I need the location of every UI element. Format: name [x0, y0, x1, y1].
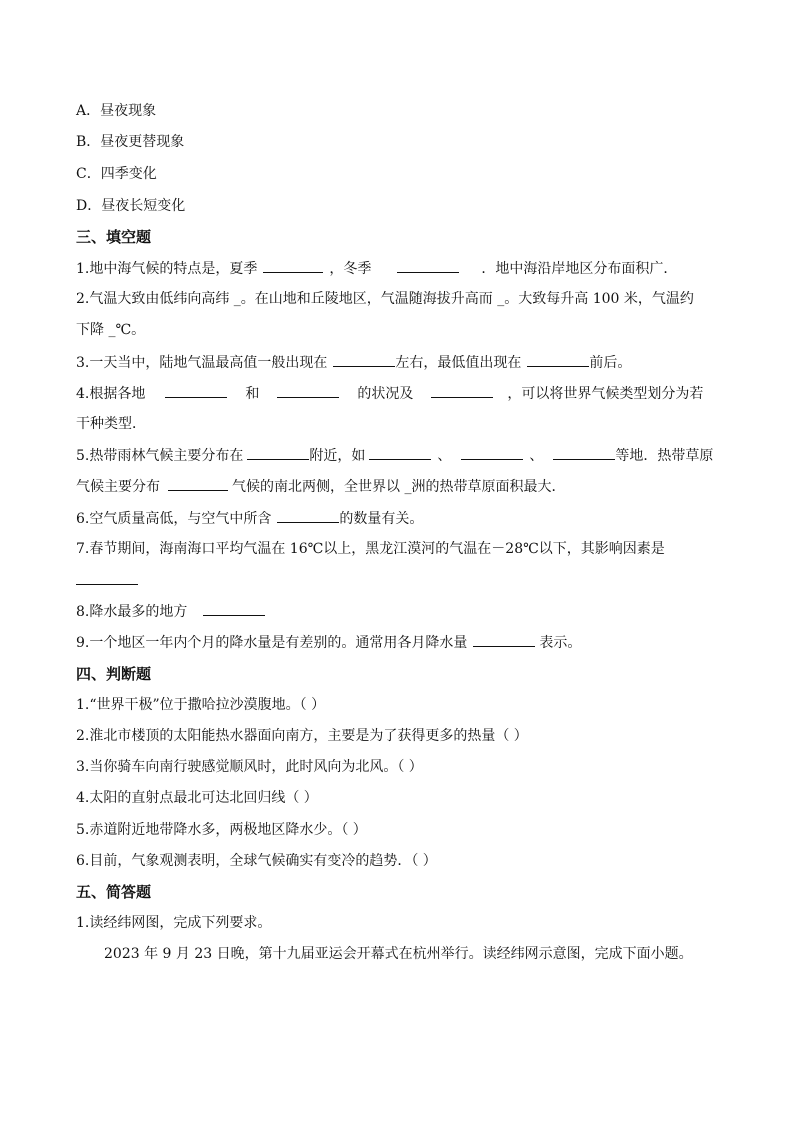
fill-q7-blank-line [76, 570, 138, 591]
answer-blank[interactable] [473, 632, 535, 647]
answer-blank[interactable] [397, 258, 459, 273]
judge-q4: 4.太阳的直射点最北可达北回归线（ ） [76, 790, 318, 806]
section-judge-heading: 四、判断题 [76, 665, 152, 683]
answer-blank[interactable] [527, 352, 589, 367]
fill-q5-line1: 5.热带雨林气候主要分布在 附近，如 、 、 等地．热带草原 [76, 445, 713, 466]
answer-blank[interactable] [168, 476, 228, 491]
answer-blank[interactable] [247, 445, 309, 460]
judge-q2: 2.淮北市楼顶的太阳能热水器面向南方，主要是为了获得更多的热量（ ） [76, 728, 528, 744]
section-fill-heading: 三、填空题 [76, 228, 152, 246]
short-q1: 1.读经纬网图，完成下列要求。 [76, 915, 272, 931]
fill-q4-line1: 4.根据各地 和 的状况及 ，可以将世界气候类型划分为若 [76, 383, 703, 404]
answer-blank[interactable] [277, 383, 339, 398]
answer-blank[interactable] [431, 383, 493, 398]
fill-q9: 9.一个地区一年内个月的降水量是有差别的。通常用各月降水量 表示。 [76, 632, 581, 653]
fill-q2-line2: 下降 _℃。 [76, 322, 146, 338]
answer-blank[interactable] [553, 445, 615, 460]
fill-q7: 7.春节期间，海南海口平均气温在 16℃以上，黑龙江漠河的气温在－28℃以下，其影响因素是 [76, 541, 665, 557]
fill-q4-line2: 干种类型． [76, 416, 146, 432]
section-short-heading: 五、简答题 [76, 883, 152, 901]
fill-q1: 1.地中海气候的特点是，夏季 ，冬季 ．地中海沿岸地区分布面积广． [76, 258, 677, 279]
judge-q6: 6.目前，气象观测表明，全球气候确实有变冷的趋势．（ ） [76, 853, 437, 869]
fill-q6: 6.空气质量高低，与空气中所含 的数量有关。 [76, 508, 423, 529]
fill-q3: 3.一天当中，陆地气温最高值一般出现在 左右，最低值出现在 前后。 [76, 352, 631, 373]
answer-blank[interactable] [263, 258, 323, 273]
fill-q8: 8.降水最多的地方 [76, 601, 265, 622]
option-a: A．昼夜现象 [76, 103, 157, 119]
judge-q1: 1.“世界干极”位于撒哈拉沙漠腹地。（ ） [76, 697, 326, 713]
answer-blank[interactable] [277, 508, 339, 523]
answer-blank[interactable] [203, 601, 265, 616]
option-c: C．四季变化 [76, 166, 157, 182]
answer-blank[interactable] [461, 445, 523, 460]
fill-q2-line1: 2.气温大致由低纬向高纬 _。在山地和丘陵地区，气温随海拔升高而 _。大致每升高 100 米，气温约 [76, 291, 694, 307]
option-d: D．昼夜长短变化 [76, 198, 186, 214]
answer-blank[interactable] [369, 445, 431, 460]
fill-q5-line2: 气候主要分布 气候的南北两侧，全世界以 _洲的热带草原面积最大． [76, 476, 565, 497]
option-b: B．昼夜更替现象 [76, 134, 185, 150]
answer-blank[interactable] [333, 352, 395, 367]
judge-q3: 3.当你骑车向南行驶感觉顺风时，此时风向为北风。（ ） [76, 759, 423, 775]
answer-blank[interactable] [76, 570, 138, 585]
short-intro: 2023 年 9 月 23 日晚，第十九届亚运会开幕式在杭州举行。读经纬网示意图，完成下面小题。 [104, 946, 693, 962]
judge-q5: 5.赤道附近地带降水多，两极地区降水少。（ ） [76, 822, 367, 838]
answer-blank[interactable] [165, 383, 227, 398]
